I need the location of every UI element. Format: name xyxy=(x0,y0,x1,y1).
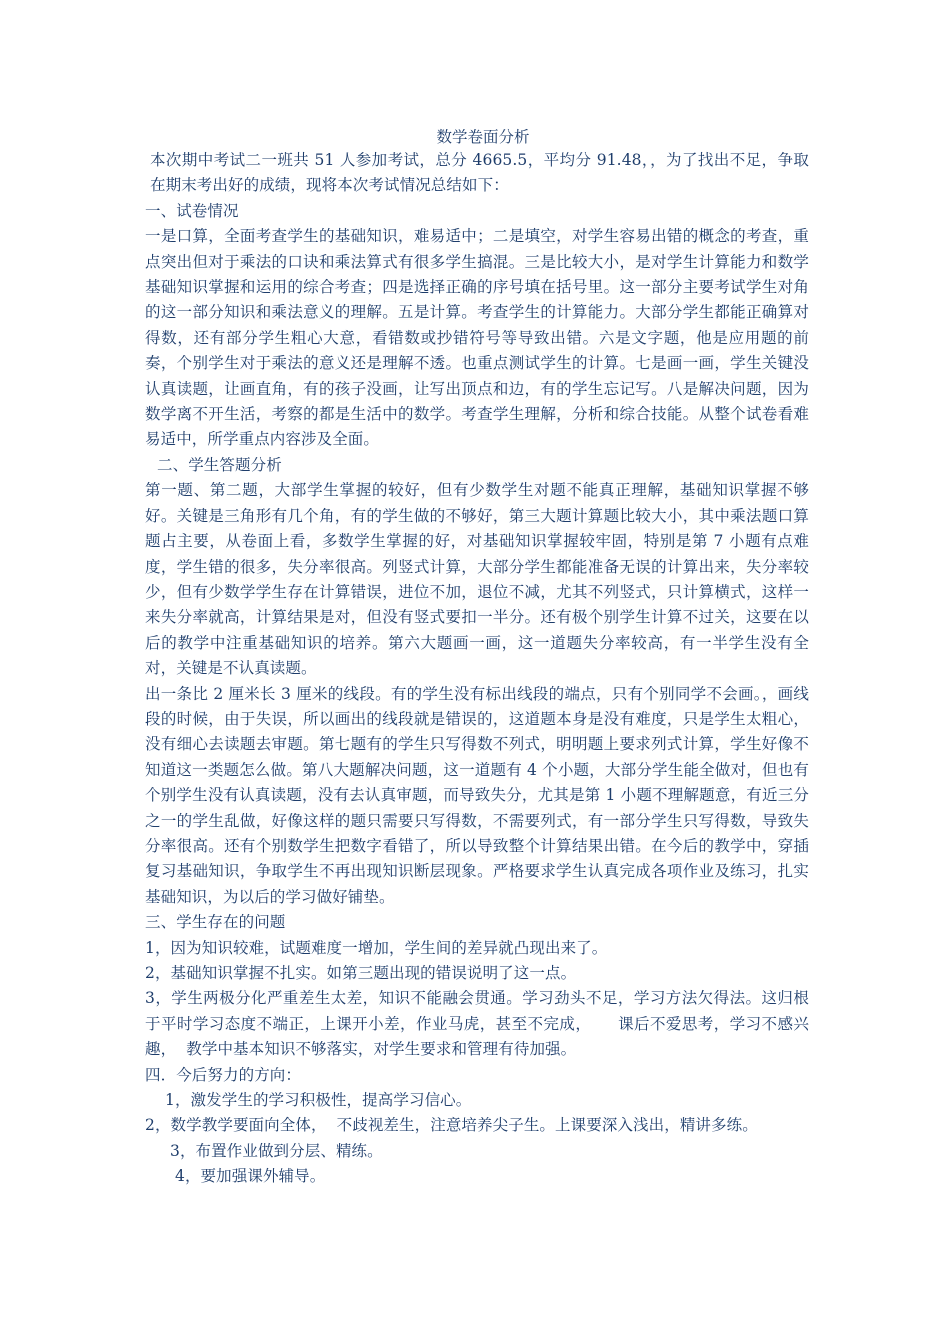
section3-item-1: 1，因为知识较难，试题难度一增加，学生间的差异就凸现出来了。 xyxy=(145,938,608,957)
section3-heading: 三、学生存在的问题 xyxy=(145,913,286,932)
section1-body: 一是口算，全面考查学生的基础知识，难易适中；二是填空，对学生容易出错的概念的考查，重点突出但对于乘法的口诀和乘法算式有很多学生搞混。三是比较大小，是对学生计算能力和数学基础知识掌握和运用的综合考查；四是选择正确的序号填在括号里。这一部分主要考试学生对角的这一部分知识和乘法意义的理解。五是计算。考查学生的计算能力。大部分学生都能正确算对得数，还有部分学生粗心大意，看错数或抄错符号等导致出错。六是文字题，他是应用题的前奏，个别学生对于乘法的意义还是理解不透。也重点测试学生的计算。七是画一画，学生关键没认真读题，让画直角，有的孩子没画，让写出顶点和边，有的学生忘记写。八是解决问题，因为数学离不开生活，考察的都是生活中的数学。考查学生理解，分析和综合技能。从整个试卷看难易适中，所学重点内容涉及全面。 xyxy=(145,227,809,449)
section4-item-2: 2，数学教学要面向全体， 不歧视差生，注意培养尖子生。上课要深入浅出，精讲多练。 xyxy=(145,1116,758,1135)
section1-heading: 一、试卷情况 xyxy=(145,201,239,220)
section4-heading: 四．今后努力的方向： xyxy=(145,1065,302,1084)
document-title: 数学卷面分析 xyxy=(436,128,530,146)
section4-item-1: 1，激发学生的学习积极性，提高学习信心。 xyxy=(165,1091,472,1110)
section3-item-2: 2，基础知识掌握不扎实。如第三题出现的错误说明了这一点。 xyxy=(145,964,577,982)
section2-body-2: 出一条比 2 厘米长 3 厘米的线段。有的学生没有标出线段的端点，只有个别同学不会画。，画线段的时候，由于失误，所以画出的线段就是错误的，这道题本身是没有难度，只是学生太粗心，没有细心去读题去审题。第七题有的学生只写得数不列式，明明题上要求列式计算，学生好像不知道这一类题怎么做。第八大题解决问题，这一道题有 4 个小题，大部分学生能全做对，但也有个别学生没有认真读题，没有去认真审题，而导致失分，尤其是第 1 小题不理解题意，有近三分之一的学生乱做，好像这样的题只需要只写得数，不需要列式，有一部分学生只写得数，导致失分率很高。还有个别数学生把数字看错了，所以导致整个计算结果出错。在今后的教学中，穿插复习基础知识，争取学生不再出现知识断层现象。严格要求学生认真完成各项作业及练习，扎实基础知识，为以后的学习做好铺垫。 xyxy=(145,684,809,906)
section4-item-4: 4，要加强课外辅导。 xyxy=(175,1167,326,1186)
intro-paragraph: 本次期中考试二一班共 51 人参加考试，总分 4665.5，平均分 91.48，，为了找出不足，争取在期末考出好的成绩，现将本次考试情况总结如下： xyxy=(150,151,809,195)
section2-heading: 二、学生答题分析 xyxy=(157,455,282,474)
section3-item-3: 3，学生两极分化严重差生太差，知识不能融会贯通。学习劲头不足，学习方法欠得法。这归根于平时学习态度不端正，上课开小差，作业马虎，甚至不完成， 课后不爱思考，学习不感兴趣， 教学中基本知识不够落实，对学生要求和管理有待加强。 xyxy=(145,989,809,1059)
section4-item-3: 3，布置作业做到分层、精练。 xyxy=(170,1141,383,1160)
section2-body-1: 第一题、第二题，大部学生掌握的较好，但有少数学生对题不能真正理解，基础知识掌握不够好。关键是三角形有几个角，有的学生做的不够好，第三大题计算题比较大小，其中乘法题口算题占主要，从卷面上看，多数学生掌握的好，对基础知识掌握较牢固，特别是第 7 小题有点难度，学生错的很多，失分率很高。列竖式计算，大部分学生都能准备无误的计算出来，失分率较少，但有少数学学生存在计算错误，进位不加，退位不减，尤其不列竖式，只计算横式，这样一来失分率就高，计算结果是对，但没有竖式要扣一半分。还有极个别学生计算不过关，这要在以后的教学中注重基础知识的培养。第六大题画一画，这一道题失分率较高，有一半学生没有全对，关键是不认真读题。 xyxy=(145,481,809,678)
document-page xyxy=(145,126,809,1190)
